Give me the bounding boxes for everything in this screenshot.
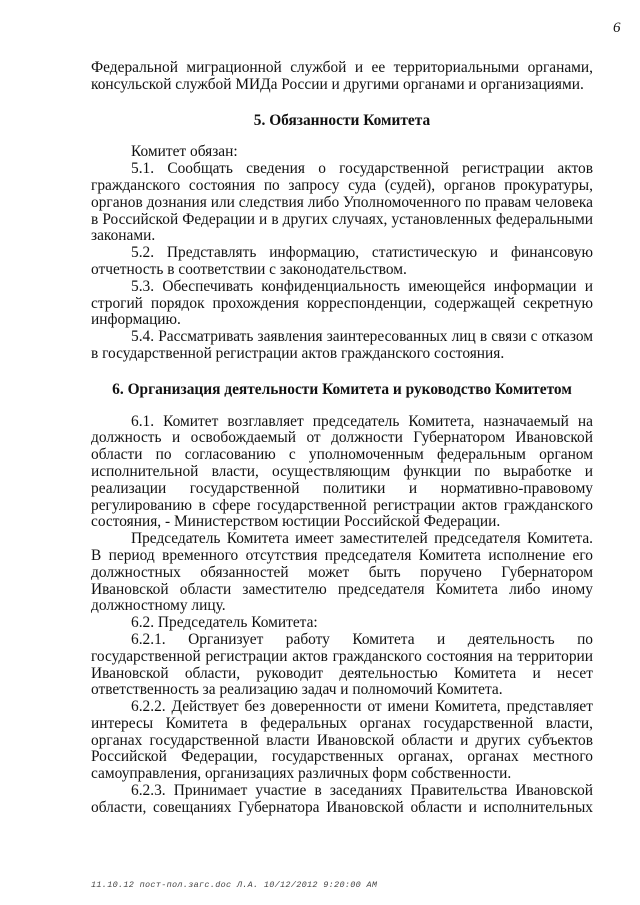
paragraph-5-1: 5.1. Сообщать сведения о государственной регистрации актов гражданского состояния по запросу суда (судей), органов прокуратуры, органов дознания или следствия либо Уполномоченного по правам человека в Российской Федерации и в других случаях, установленных федеральными законами. [91,160,593,245]
paragraph-intro: Федеральной миграционной службой и ее территориальными органами, консульской службой МИДа России и другими органами и организациями. [91,59,593,93]
paragraph-6-2-3: 6.2.3. Принимает участие в заседаниях Правительства Ивановской области, совещаниях Губернатора Ивановской области и исполнительных [91,782,593,816]
paragraph-6-2-2: 6.2.2. Действует без доверенности от имени Комитета, представляет интересы Комитета в федеральных органах государственной власти, органах государственной власти Ивановской области и других субъектов Российской Федерации, государственных органах, органах местного самоуправления, организациях различных форм собственности. [91,698,593,783]
document-footer: 11.10.12 пост-пол.загс.doc Л.А. 10/12/2012 9:20:00 AM [91,880,378,890]
paragraph-5-3: 5.3. Обеспечивать конфиденциальность имеющейся информации и строгий порядок прохождения корреспонденции, содержащей секретную информацию. [91,277,593,329]
paragraph-6-1-deputy: Председатель Комитета имеет заместителей председателя Комитета. В период временного отсутствия председателя Комитета исполнение его должностных обязанностей может быть поручено Губернатором Ивановской области заместителю председателя Комитета либо иному должностному лицу. [91,530,593,615]
paragraph-6-1: 6.1. Комитет возглавляет председатель Комитета, назначаемый на должность и освобождаемый от должности Губернатором Ивановской области по согласованию с уполномоченным федеральным органом исполнительной власти, осуществляющим функции по выработке и реализации государственной политики и нормативно-правовому регулированию в сфере государственной регистрации актов гражданского состояния, - Министерством юстиции Российской Федерации. [91,412,593,531]
section-heading-6: 6. Организация деятельности Комитета и руководство Комитетом [112,380,572,398]
page-number: 6 [613,20,621,36]
paragraph-5-4: 5.4. Рассматривать заявления заинтересованных лиц в связи с отказом в государственной регистрации актов гражданского состояния. [91,328,593,362]
paragraph-obligated: Комитет обязан: [131,143,238,161]
section-heading-5: 5. Обязанности Комитета [253,111,431,129]
paragraph-6-2-1: 6.2.1. Организует работу Комитета и деятельность по государственной регистрации актов гражданского состояния на территории Ивановской области, руководит деятельностью Комитета и несет ответственность за реализацию задач и полномочий Комитета. [91,630,593,699]
document-body [91,60,593,817]
paragraph-6-2: 6.2. Председатель Комитета: [131,614,318,632]
paragraph-5-2: 5.2. Представлять информацию, статистическую и финансовую отчетность в соответствии с законодательством. [91,244,593,278]
